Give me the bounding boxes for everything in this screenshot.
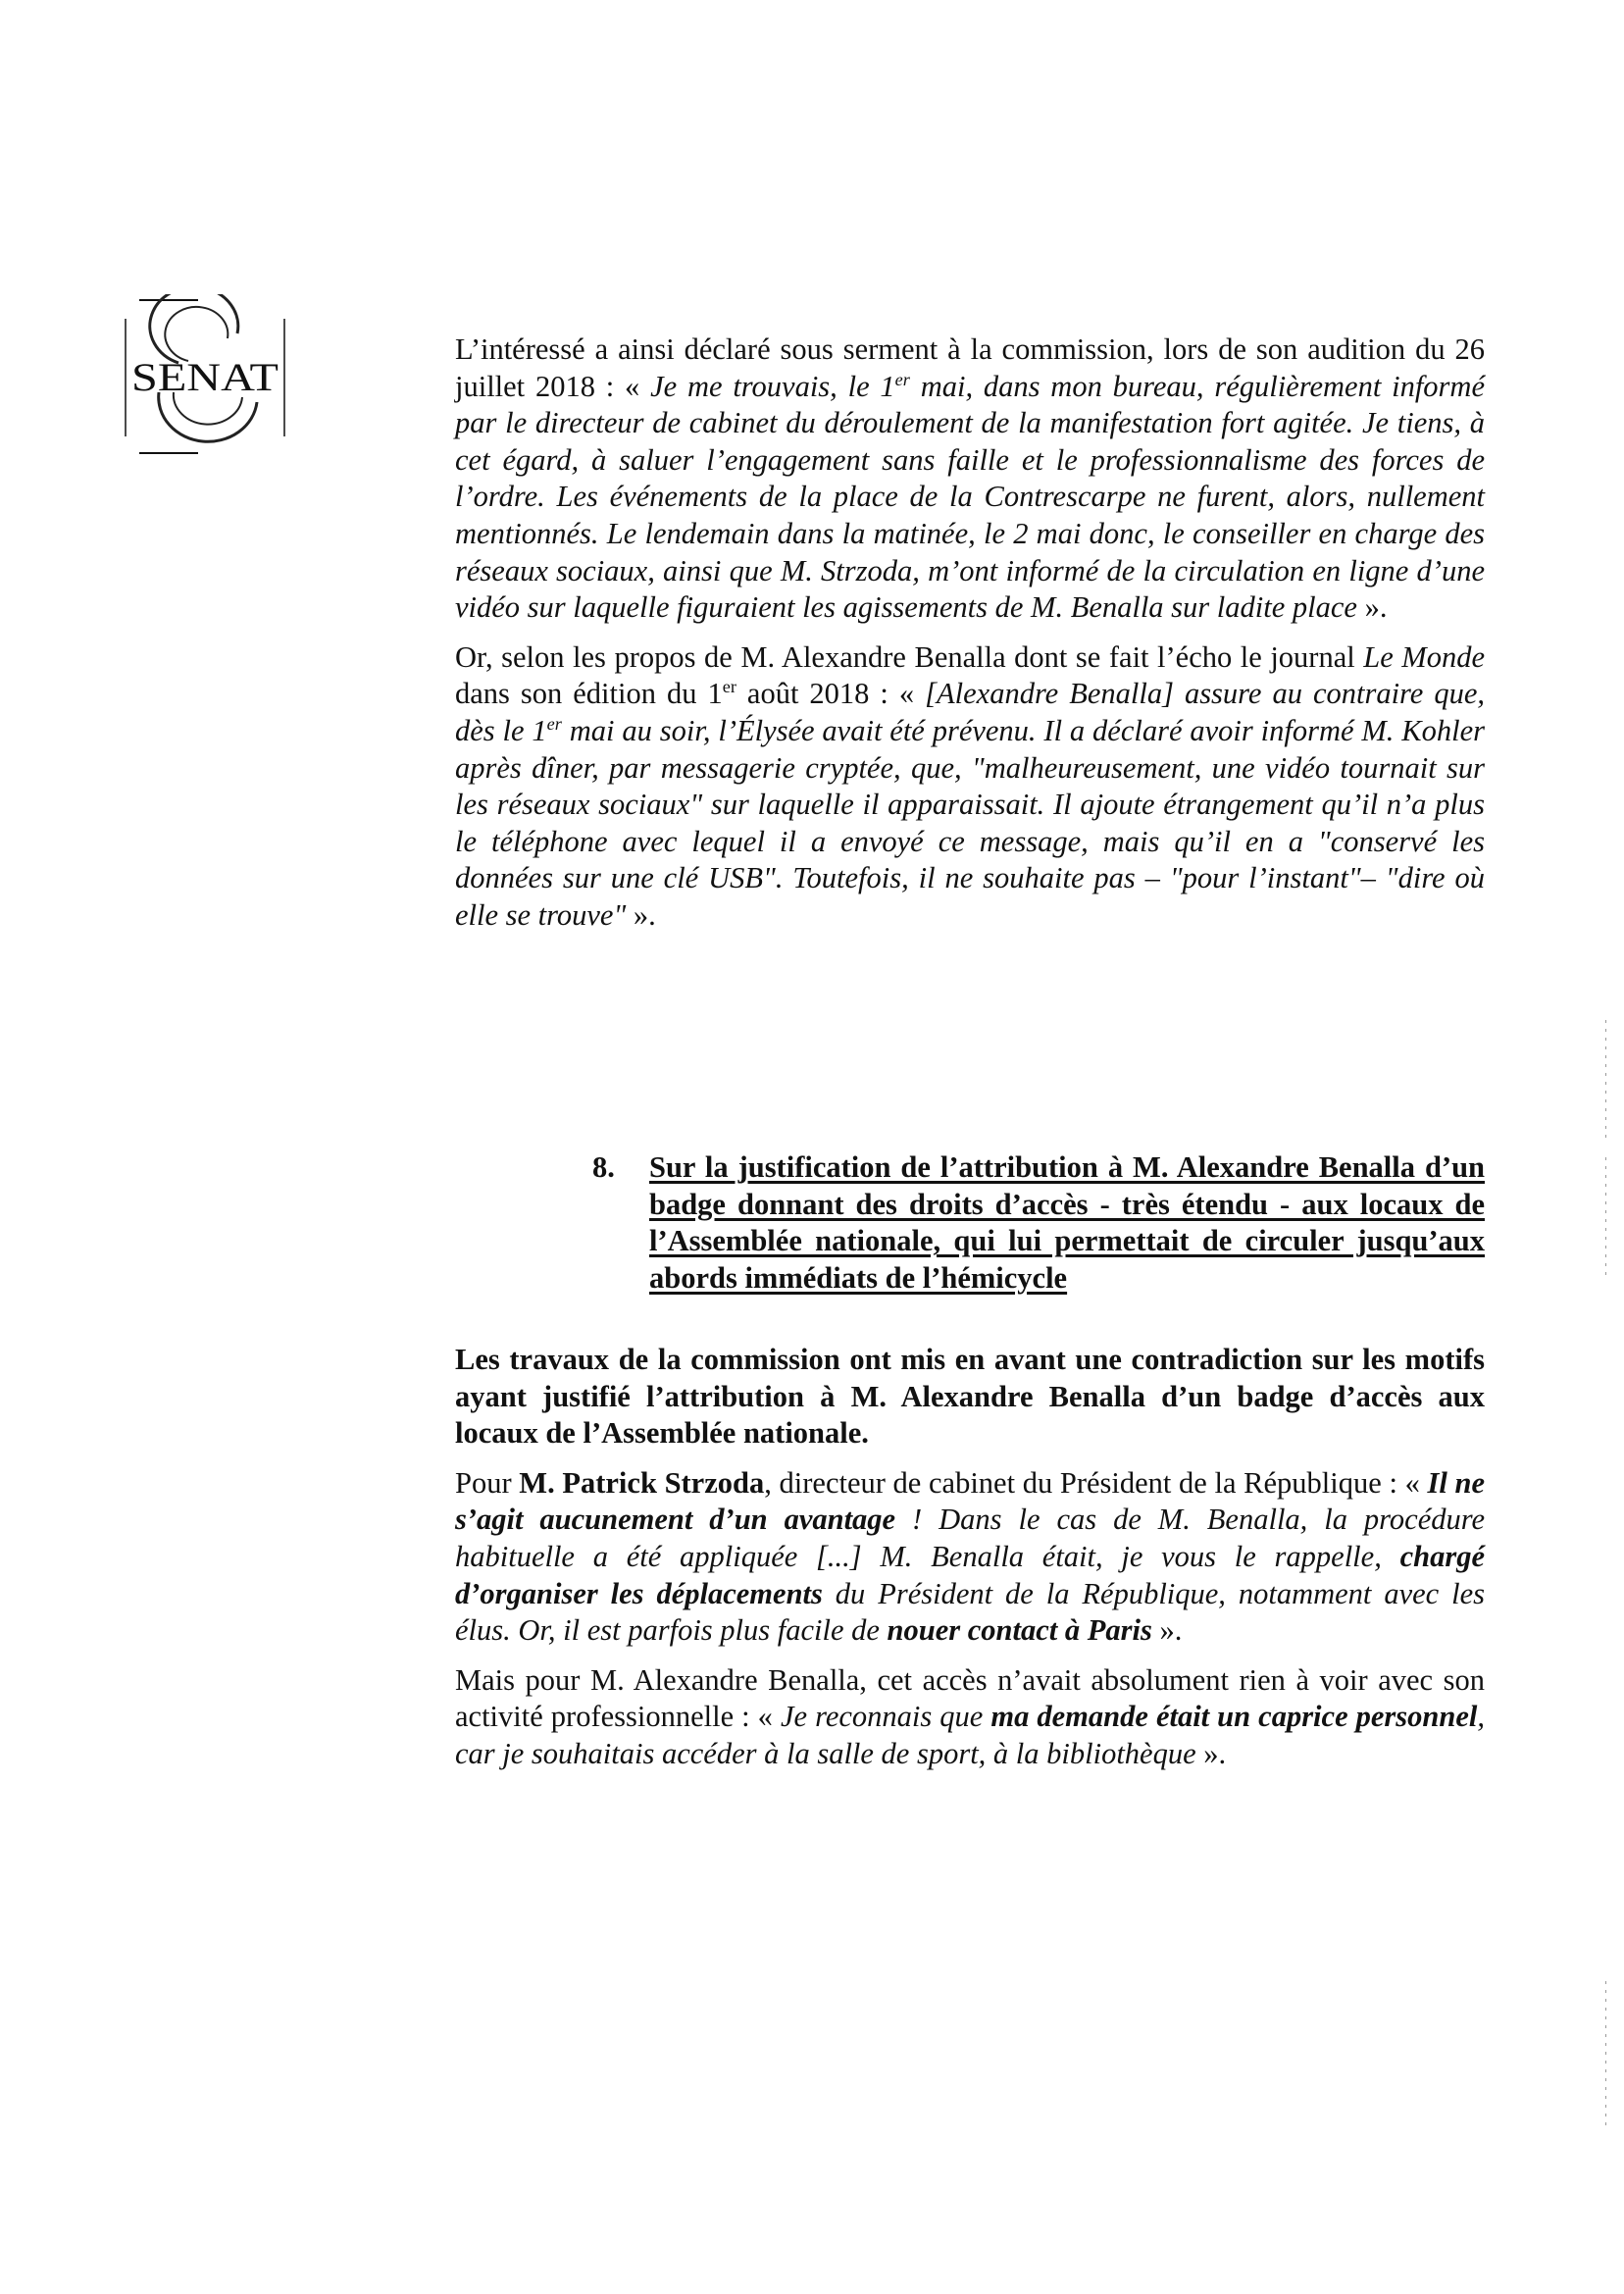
svg-text:SENAT: SENAT <box>131 355 279 399</box>
heading-text: Sur la justification de l’attribution à M. Alexandre Benalla d’un badge donnant des droits d’accès - très étendu - aux locaux de l’Assemblée nationale, qui lui permettait de circuler jusqu’aux abords immédiats de l’hémicycle <box>649 1150 1485 1295</box>
text-run: du Président de la République, notamment avec les élus. Or, il est parfois plus facile de <box>455 1576 1485 1648</box>
text-run: ». <box>1151 1613 1183 1648</box>
text-run: [Alexandre Benalla] assure au contraire que, dès le 1 <box>455 677 1485 747</box>
superscript: er <box>546 713 562 734</box>
paragraph-le-monde <box>455 639 1485 935</box>
paragraph-strzoda <box>455 1465 1485 1650</box>
superscript: er <box>894 369 910 389</box>
paragraph-testimony <box>455 331 1485 627</box>
text-run: Je reconnais que <box>780 1700 991 1734</box>
heading-number: 8. <box>592 1150 615 1184</box>
text-run: Les travaux de la commission ont mis en avant une contradiction sur les motifs ayant justifié l’attribution à M. Alexandre Benalla d’un badge d’accès aux locaux de l’Assemblée nationale. <box>455 1343 1485 1451</box>
text-run: Or, selon les propos de M. Alexandre Benalla dont se fait l’écho le journal <box>455 639 1364 674</box>
text-run: ». <box>1356 590 1388 625</box>
text-run: chargé d’organiser les déplacements <box>455 1539 1485 1610</box>
body-section-1 <box>455 331 1485 935</box>
text-run: ! Dans le cas de M. Benalla, la procédure habituelle a été appliquée [...] M. Benalla était, je vous le rappelle, <box>455 1503 1486 1573</box>
body-section-2 <box>455 1342 1485 1773</box>
text-run: août 2018 : « <box>736 677 926 711</box>
text-run: ma demande était un caprice personnel <box>990 1700 1478 1734</box>
senat-logo <box>120 294 286 461</box>
margin-scan-mark <box>1605 1981 1606 2128</box>
text-run: Mais pour M. Alexandre Benalla, cet accès n’avait absolument rien à voir avec son activité professionnelle : « <box>455 1662 1485 1734</box>
text-run: , directeur de cabinet du Président de la République : « <box>764 1465 1428 1500</box>
text-run: Le Monde <box>1363 639 1485 674</box>
text-run: Pour <box>455 1465 520 1500</box>
text-run: Il ne s’agit aucunement d’un avantage <box>455 1465 1486 1537</box>
text-run: Je me trouvais, le 1 <box>650 369 895 403</box>
text-run: M. Patrick Strzoda <box>519 1465 765 1500</box>
paragraph-benalla <box>455 1662 1485 1773</box>
text-run: mai, dans mon bureau, régulièrement informé par le directeur de cabinet du déroulement de la manifestation fort agitée. Je tiens, à cet égard, à saluer l’engagement sans faille et le professionnalisme des forces de l’ordre. Les événements de la place de la Contrescarpe ne furent, alors, nullement mentionnés. Le lendemain dans la matinée, le 2 mai donc, le conseiller en charge des réseaux sociaux, ainsi que M. Strzoda, m’ont informé de la circulation en ligne d’une vidéo sur laquelle figuraient les agissements de M. Benalla sur ladite place <box>455 369 1485 625</box>
margin-scan-mark <box>1605 1157 1606 1275</box>
text-run: nouer contact à Paris <box>887 1613 1152 1648</box>
text-run: dans son édition du 1 <box>455 677 723 711</box>
superscript: er <box>722 677 736 697</box>
text-run: , car je souhaitais accéder à la salle de sport, à la bibliothèque <box>455 1700 1485 1770</box>
text-run: ». <box>626 897 656 932</box>
text-run: L’intéressé a ainsi déclaré sous serment à la commission, lors de son audition du 26 juillet 2018 : « <box>455 332 1485 403</box>
margin-scan-mark <box>1605 1020 1606 1138</box>
paragraph-summary-bold <box>455 1342 1485 1453</box>
section-heading <box>592 1149 1485 1297</box>
text-run: ». <box>1195 1736 1227 1770</box>
text-run: mai au soir, l’Élysée avait été prévenu. Il a déclaré avoir informé M. Kohler après dîner, par messagerie cryptée, que, "malheureusement, une vidéo tournait sur les réseaux sociaux" sur laquelle il apparaissait. Il ajoute étrangement qu’il n’a plus le téléphone avec lequel il a envoyé ce message, mais qu’il en a "conservé les données sur une clé USB". Toutefois, il ne souhaite pas – "pour l’instant"– "dire où elle se trouve" <box>455 713 1486 932</box>
